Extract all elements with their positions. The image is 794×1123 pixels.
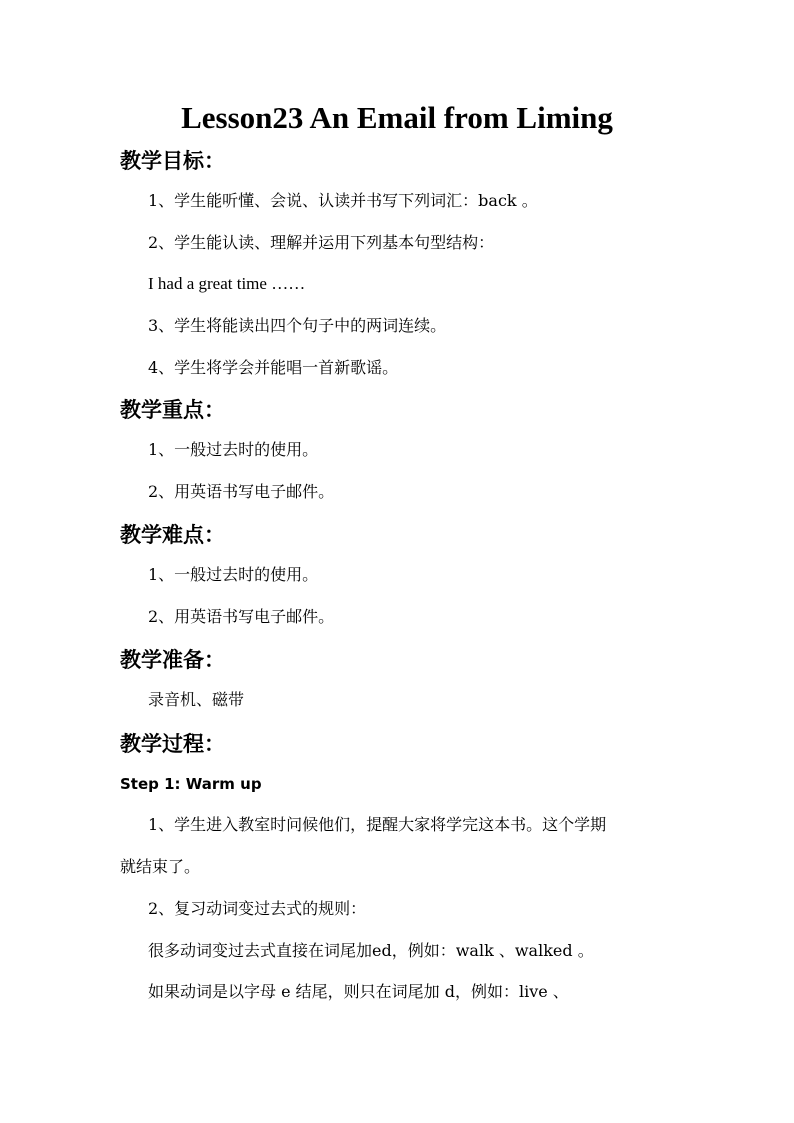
key-points-heading: 教学重点： bbox=[120, 397, 225, 422]
process-paragraph-4: 如果动词是以字母 e 结尾，则只在词尾加 d，例如：live 、 bbox=[148, 982, 569, 1001]
difficulty-item-2: 2、用英语书写电子邮件。 bbox=[148, 607, 335, 626]
process-paragraph-3: 很多动词变过去式直接在词尾加ed，例如：walk 、walked 。 bbox=[148, 941, 594, 960]
difficulties-heading: 教学难点： bbox=[120, 522, 225, 547]
objective-item-sentence-pattern: I had a great time …… bbox=[148, 274, 306, 293]
process-paragraph-1-text: 1、学生进入教室时问候他们，提醒大家将学完这本书。这个学期 bbox=[148, 815, 607, 834]
objectives-heading: 教学目标： bbox=[120, 148, 225, 173]
key-point-item-1: 1、一般过去时的使用。 bbox=[148, 440, 319, 459]
difficulty-item-1: 1、一般过去时的使用。 bbox=[148, 565, 319, 584]
step-1-title: Step 1: Warm up bbox=[120, 775, 262, 793]
objective-item-1: 1、学生能听懂、会说、认读并书写下列词汇：back 。 bbox=[148, 191, 538, 210]
objective-item-3: 3、学生将能读出四个句子中的两词连续。 bbox=[148, 316, 447, 335]
process-paragraph-1-line-1 bbox=[120, 813, 680, 837]
process-paragraph-1-line-2: 就结束了。 bbox=[120, 857, 201, 876]
process-paragraph-2: 2、复习动词变过去式的规则： bbox=[148, 899, 367, 918]
objective-item-4: 4、学生将学会并能唱一首新歌谣。 bbox=[148, 358, 399, 377]
process-heading: 教学过程： bbox=[120, 731, 225, 756]
objective-item-2: 2、学生能认读、理解并运用下列基本句型结构： bbox=[148, 233, 495, 252]
key-point-item-2: 2、用英语书写电子邮件。 bbox=[148, 482, 335, 501]
preparation-item-1: 录音机、磁带 bbox=[148, 690, 245, 709]
preparation-heading: 教学准备： bbox=[120, 647, 225, 672]
page-title: Lesson23 An Email from Liming bbox=[181, 100, 613, 135]
